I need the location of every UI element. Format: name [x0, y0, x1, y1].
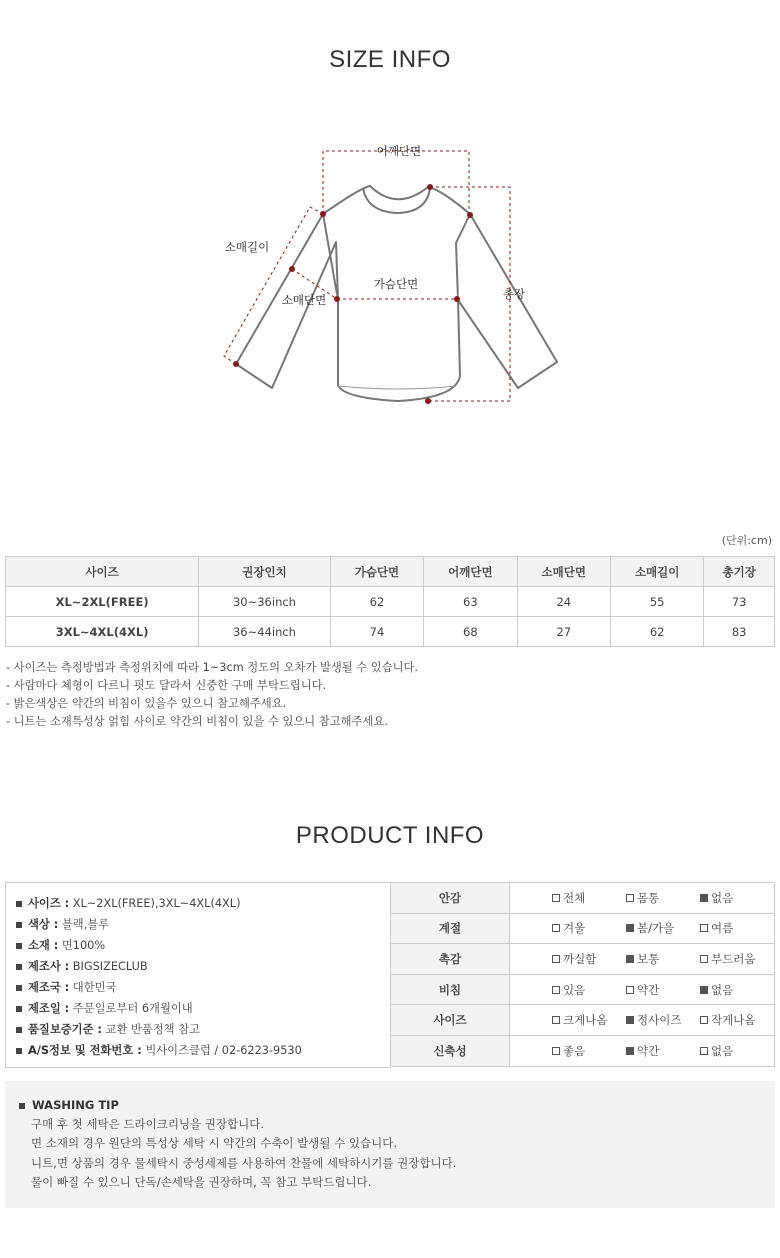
attribute-option — [626, 920, 700, 936]
table-cell: 62 — [330, 587, 423, 617]
attribute-label: 계절 — [391, 913, 510, 944]
attribute-label: 비침 — [391, 974, 510, 1005]
unchecked-box-icon — [552, 924, 560, 932]
size-table — [5, 556, 775, 647]
bullet-icon — [16, 1006, 22, 1012]
washing-line: 구매 후 첫 세탁은 드라이크리닝을 권장합니다. — [31, 1117, 265, 1131]
header-cell: 어깨단면 — [424, 557, 517, 587]
attribute-label: 촉감 — [391, 944, 510, 975]
bullet-icon — [16, 901, 22, 907]
unchecked-box-icon — [626, 894, 634, 902]
checked-box-icon — [626, 955, 634, 963]
table-cell: 68 — [424, 617, 517, 647]
attribute-options — [510, 913, 775, 944]
attribute-label: 사이즈 — [391, 1005, 510, 1036]
table-cell: 27 — [517, 617, 610, 647]
table-cell: 3XL~4XL(4XL) — [6, 617, 199, 647]
attribute-option — [552, 982, 626, 998]
note-line: - 니트는 소재특성상 얽힘 사이로 약간의 비침이 있을 수 있으니 참고해주세요. — [6, 715, 388, 728]
attribute-row — [391, 883, 775, 914]
attribute-option — [700, 920, 774, 936]
detail-row: 소재 : 면100% — [16, 937, 105, 953]
option-label: 없음 — [711, 982, 734, 997]
attribute-row — [391, 1035, 775, 1066]
option-label: 봄/가을 — [637, 921, 675, 936]
bullet-icon — [16, 943, 22, 949]
option-label: 보통 — [637, 951, 660, 966]
attribute-row — [391, 974, 775, 1005]
header-cell: 총기장 — [704, 557, 775, 587]
attribute-option — [626, 890, 700, 906]
option-label: 없음 — [711, 1043, 734, 1058]
table-cell: XL~2XL(FREE) — [6, 587, 199, 617]
note-line: - 밝은색상은 약간의 비침이 있을수 있으니 참고해주세요. — [6, 697, 287, 710]
unchecked-box-icon — [700, 1047, 708, 1055]
total-length-label: 총장 — [502, 287, 526, 301]
checked-box-icon — [626, 924, 634, 932]
header-cell: 소매단면 — [517, 557, 610, 587]
bullet-icon — [16, 1027, 22, 1033]
unit-label: (단위:cm) — [721, 534, 772, 547]
bullet-icon — [16, 922, 22, 928]
attribute-label: 안감 — [391, 883, 510, 914]
option-label: 좋음 — [563, 1043, 586, 1058]
bullet-icon — [19, 1103, 25, 1109]
unchecked-box-icon — [552, 955, 560, 963]
attribute-option — [552, 920, 626, 936]
unchecked-box-icon — [552, 1047, 560, 1055]
washing-tip-title: WASHING TIP — [19, 1098, 119, 1112]
washing-line: 물이 빠질 수 있으니 단독/손세탁을 권장하며, 꼭 참고 부탁드립니다. — [31, 1174, 372, 1189]
attribute-option — [700, 890, 774, 906]
attribute-options — [510, 1035, 775, 1066]
attribute-row — [391, 913, 775, 944]
washing-tip — [5, 1081, 775, 1208]
size-notes — [6, 659, 418, 731]
attribute-options — [510, 1005, 775, 1036]
sleeve-length-label: 소매길이 — [224, 240, 270, 254]
unchecked-box-icon — [700, 924, 708, 932]
chest-label: 가슴단면 — [373, 277, 419, 291]
header-cell: 사이즈 — [6, 557, 199, 587]
size-table-header — [6, 557, 775, 587]
option-label: 겨울 — [563, 921, 586, 936]
checked-box-icon — [626, 1047, 634, 1055]
attribute-option — [626, 1012, 700, 1028]
bullet-icon — [16, 964, 22, 970]
table-row — [6, 617, 775, 647]
detail-row: 품질보증기준 : 교환 반품정책 참고 — [16, 1021, 200, 1037]
attribute-option — [700, 951, 774, 967]
table-cell: 74 — [330, 617, 423, 647]
attribute-option — [552, 1012, 626, 1028]
attribute-row — [391, 1005, 775, 1036]
checked-box-icon — [626, 1016, 634, 1024]
unchecked-box-icon — [552, 986, 560, 994]
attribute-option — [700, 1012, 774, 1028]
shoulder-label: 어깨단면 — [376, 144, 422, 158]
option-label: 작게나옴 — [711, 1013, 756, 1028]
option-label: 몸통 — [637, 890, 660, 905]
attribute-option — [626, 982, 700, 998]
unchecked-box-icon — [626, 986, 634, 994]
detail-row: A/S정보 및 전화번호 : 빅사이즈클럽 / 02-6223-9530 — [16, 1042, 302, 1058]
product-info-title: PRODUCT INFO — [295, 822, 485, 849]
option-label: 약간 — [637, 982, 660, 997]
washing-line: 면 소재의 경우 원단의 특성상 세탁 시 약간의 수축이 발생될 수 있습니다. — [31, 1136, 398, 1151]
option-label: 정사이즈 — [637, 1013, 682, 1028]
header-cell: 소매길이 — [610, 557, 703, 587]
option-label: 약간 — [637, 1043, 660, 1058]
table-cell: 63 — [424, 587, 517, 617]
unchecked-box-icon — [700, 1016, 708, 1024]
attribute-option — [626, 1043, 700, 1059]
detail-row: 제조국 : 대한민국 — [16, 979, 116, 995]
checked-box-icon — [700, 986, 708, 994]
attribute-option — [626, 951, 700, 967]
detail-row: 제조일 : 주문일로부터 6개월이내 — [16, 1000, 193, 1016]
detail-row: 색상 : 블랙,블루 — [16, 916, 109, 932]
note-line: - 사이즈는 측정방법과 측정위치에 따라 1~3cm 정도의 오차가 발생될 수 있습니다. — [6, 661, 419, 674]
detail-row: 사이즈 : XL~2XL(FREE),3XL~4XL(4XL) — [16, 895, 241, 911]
washing-tip-lines — [31, 1115, 456, 1192]
header-cell: 권장인치 — [199, 557, 331, 587]
table-cell: 24 — [517, 587, 610, 617]
attribute-option — [552, 890, 626, 906]
table-cell: 36~44inch — [199, 617, 331, 647]
checked-box-icon — [700, 894, 708, 902]
table-cell: 30~36inch — [199, 587, 331, 617]
attribute-option — [552, 1043, 626, 1059]
table-cell: 55 — [610, 587, 703, 617]
measurement-diagram — [0, 120, 780, 420]
table-cell: 83 — [704, 617, 775, 647]
header-cell: 가슴단면 — [330, 557, 423, 587]
attribute-option — [700, 982, 774, 998]
unchecked-box-icon — [552, 894, 560, 902]
size-info-title: SIZE INFO — [329, 46, 451, 73]
attribute-options — [510, 974, 775, 1005]
sleeve-width-label: 소매단면 — [281, 293, 327, 307]
unchecked-box-icon — [700, 955, 708, 963]
unchecked-box-icon — [552, 1016, 560, 1024]
bullet-icon — [16, 1048, 22, 1054]
product-details — [5, 882, 391, 1068]
attribute-options — [510, 944, 775, 975]
attribute-table — [390, 882, 775, 1067]
washing-line: 니트,면 상품의 경우 물세탁시 중성세제를 사용하여 찬물에 세탁하시기를 권장합니다. — [31, 1155, 457, 1170]
table-row — [6, 587, 775, 617]
table-cell: 62 — [610, 617, 703, 647]
bullet-icon — [16, 985, 22, 991]
option-label: 전체 — [563, 890, 586, 905]
attribute-options — [510, 883, 775, 914]
option-label: 있음 — [563, 982, 586, 997]
note-line: - 사람마다 체형이 다르니 핏도 달라서 신중한 구매 부탁드립니다. — [6, 679, 327, 692]
detail-row: 제조사 : BIGSIZECLUB — [16, 958, 148, 974]
attribute-option — [700, 1043, 774, 1059]
option-label: 여름 — [711, 921, 734, 936]
attribute-row — [391, 944, 775, 975]
option-label: 부드러움 — [711, 951, 756, 966]
table-cell: 73 — [704, 587, 775, 617]
attribute-option — [552, 951, 626, 967]
option-label: 크게나옴 — [563, 1013, 608, 1028]
attribute-label: 신축성 — [391, 1035, 510, 1066]
option-label: 없음 — [711, 890, 734, 905]
option-label: 까실함 — [563, 951, 597, 966]
